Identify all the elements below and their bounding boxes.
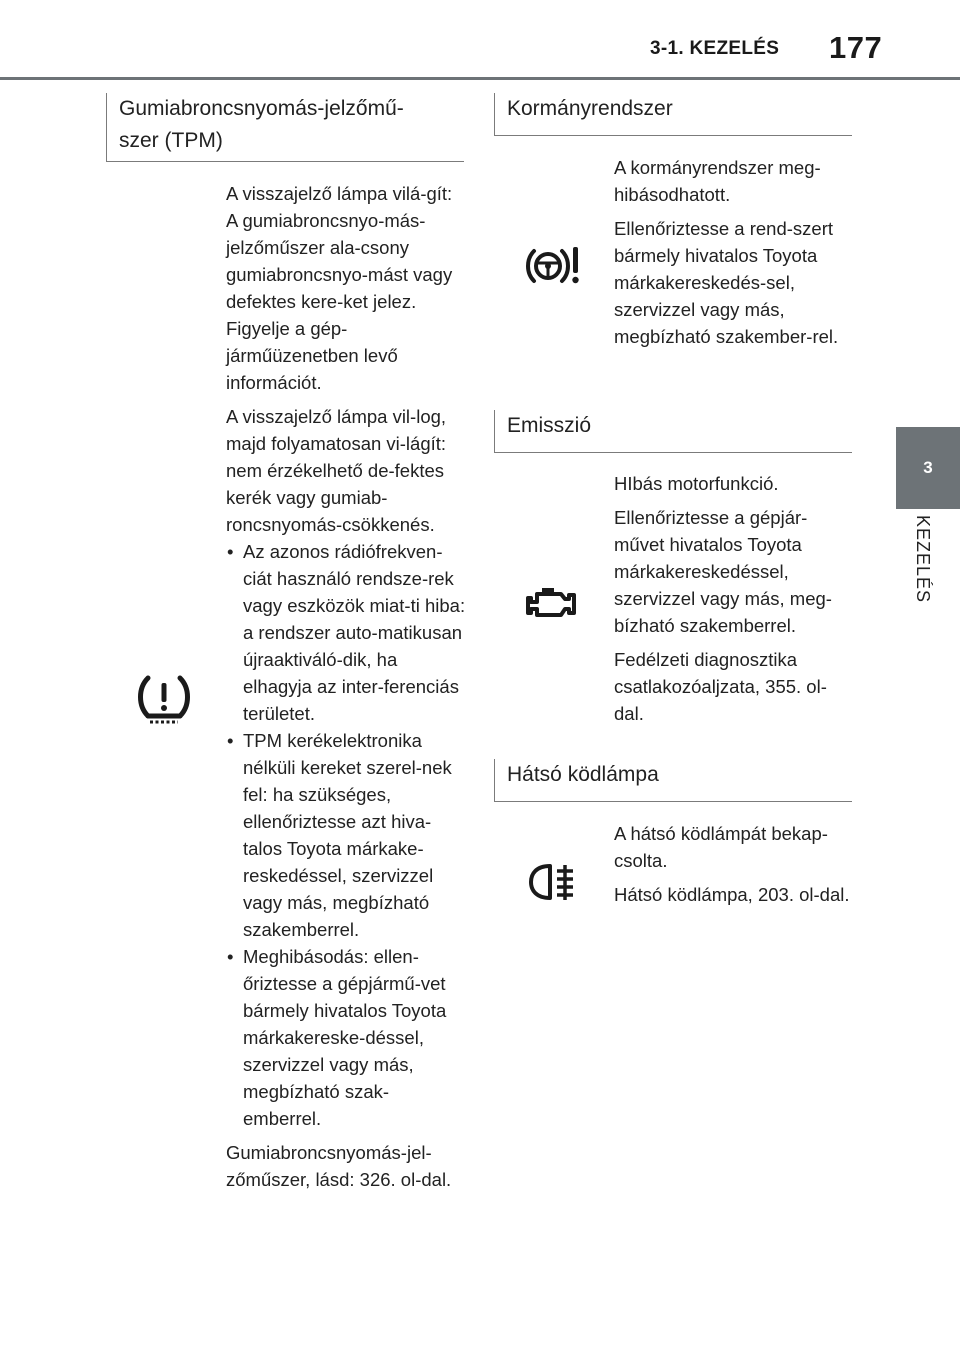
engine-check-icon bbox=[526, 584, 578, 620]
steering-paragraph-2: Ellenőriztesse a rend-szert bármely hivatalos Toyota márkakereskedés-sel, szervizzel vagy más, megbízható szakember-rel. bbox=[614, 218, 839, 347]
emission-paragraph-2: Ellenőriztesse a gépjár-művet hivatalos Toyota márkakereskedéssel, szervizzel vagy más, meg-bízható szakemberrel. bbox=[614, 507, 832, 636]
section-heading-emission bbox=[494, 410, 852, 453]
section-heading-fog bbox=[494, 759, 852, 802]
steering-warning-icon bbox=[526, 243, 584, 289]
emission-body bbox=[614, 470, 854, 734]
tpm-body bbox=[226, 180, 466, 1200]
tpm-bullet-1: • Az azonos rádiófrekven-ciát használó rendsze-rek vagy eszközök miat-ti hiba: a rendszer auto-matikusan újraaktiváló-dik, ha elhagyja az inter-ferenciás területet. bbox=[226, 538, 466, 727]
fog-body bbox=[614, 820, 854, 915]
section-heading-steering bbox=[494, 93, 852, 136]
rear-fog-lamp-icon bbox=[528, 862, 578, 902]
section-heading-tpm bbox=[106, 93, 464, 162]
section-header-title: 3-1. KEZELÉS bbox=[650, 38, 780, 59]
tpm-bullet-list bbox=[226, 538, 466, 1132]
steering-paragraph-1: A kormányrendszer meg-hibásodhatott. bbox=[614, 157, 821, 205]
section-title-steering: Kormányrendszer bbox=[507, 97, 673, 120]
section-title-fog: Hátsó ködlámpa bbox=[507, 763, 659, 786]
fog-paragraph-2: Hátsó ködlámpa, 203. ol-dal. bbox=[614, 884, 850, 905]
tpm-bullet-2: • TPM kerékelektronika nélküli kereket szerel-nek fel: ha szükséges, ellenőriztesse azt hiva-talos Toyota márkake-reskedéssel, szervizzel vagy más, megbízható szakemberrel. bbox=[226, 727, 466, 943]
chapter-number: 3 bbox=[923, 458, 933, 477]
header-divider bbox=[0, 77, 960, 80]
tire-pressure-warning-icon bbox=[137, 674, 191, 726]
emission-paragraph-3: Fedélzeti diagnosztika csatlakozóaljzata, 355. ol-dal. bbox=[614, 649, 827, 724]
chapter-label: KEZELÉS bbox=[913, 515, 933, 604]
tpm-paragraph-2: A visszajelző lámpa vil-log, majd folyamatosan vi-lágít: nem érzékelhető de-fektes kerék vagy gumiab-roncsnyomás-csökkenés. bbox=[226, 406, 447, 535]
steering-body bbox=[614, 154, 854, 357]
section-title-emission: Emisszió bbox=[507, 414, 592, 437]
chapter-tab bbox=[896, 427, 960, 509]
section-title-tpm: Gumiabroncsnyomás-jelzőmű- szer (TPM) bbox=[119, 97, 404, 152]
emission-paragraph-1: HIbás motorfunkció. bbox=[614, 473, 779, 494]
fog-paragraph-1: A hátsó ködlámpát bekap-csolta. bbox=[614, 823, 828, 871]
tpm-bullet-3: • Meghibásodás: ellen-őriztesse a gépjármű-vet bármely hivatalos Toyota márkakereske-déssel, szervizzel vagy más, megbízható szak-emberrel. bbox=[226, 943, 466, 1132]
tpm-paragraph-3: Gumiabroncsnyomás-jel-zőműszer, lásd: 326. ol-dal. bbox=[226, 1142, 452, 1190]
page-number: 177 bbox=[829, 30, 883, 65]
tpm-paragraph-1: A visszajelző lámpa vilá-gít: A gumiabroncsnyo-más-jelzőműszer ala-csony gumiabroncsnyo-mást vagy defektes kere-ket jelez. Figyelje a gép-járműüzenetben levő információt. bbox=[226, 183, 453, 393]
